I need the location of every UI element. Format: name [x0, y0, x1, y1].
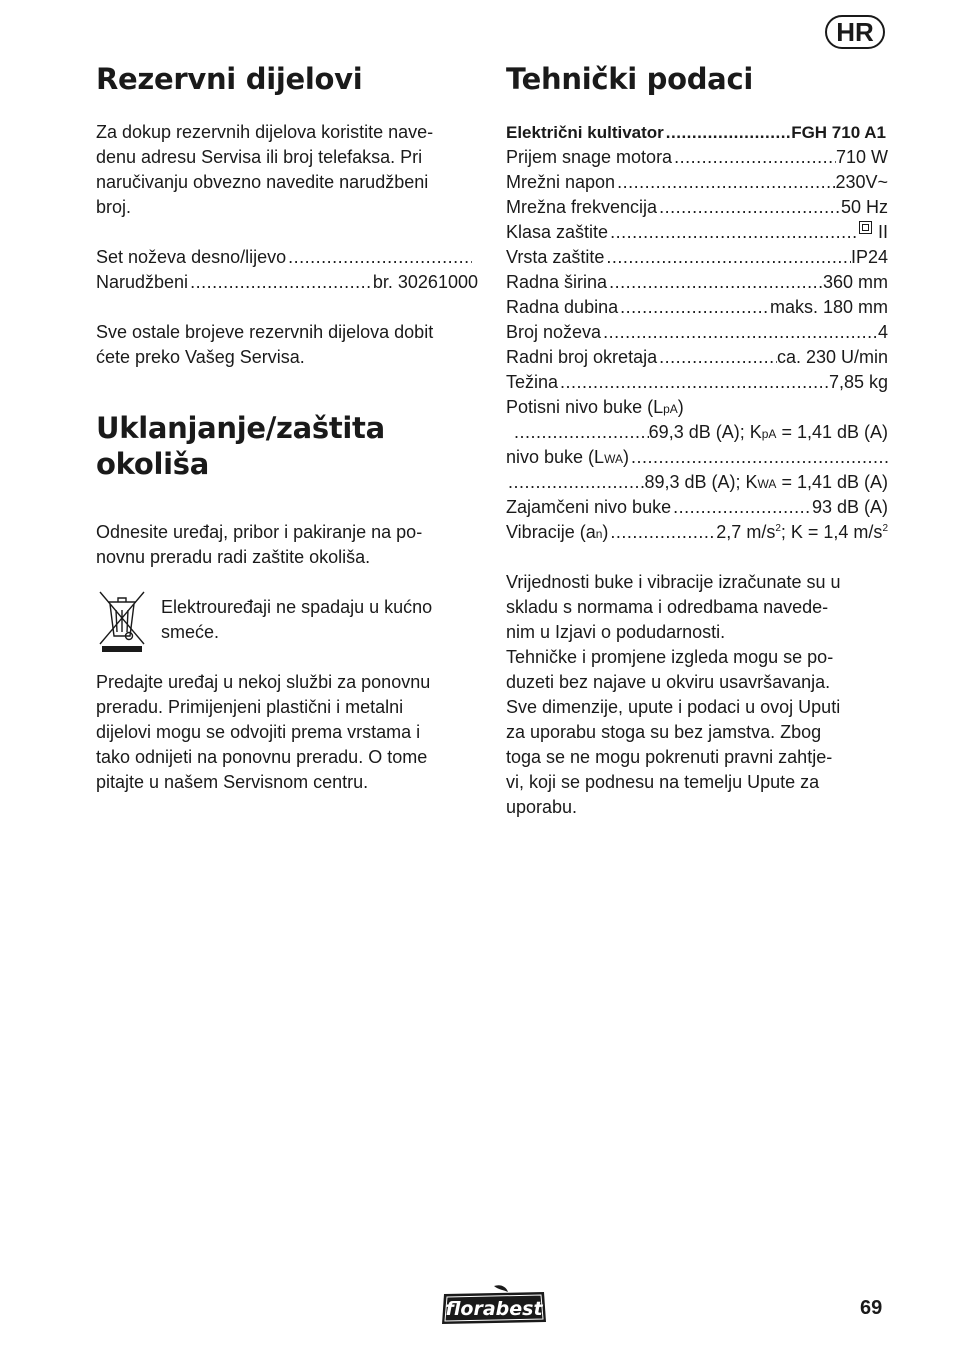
noise-pressure-db: 69,3 dB (A); K: [648, 422, 762, 442]
spec-row-frequency: [506, 195, 888, 220]
leader-dots: [657, 195, 841, 220]
weee-note: Elektrouređaji ne spadaju u kućno smeće.: [161, 597, 433, 642]
guaranteed-noise-label: Zajamčeni nivo buke: [506, 497, 672, 517]
spec-row-voltage: [506, 170, 888, 195]
noise-power-label-text: nivo buke (L: [506, 447, 605, 467]
noise-power-k-value: = 1,41 dB (A): [781, 472, 888, 492]
noise-power-db: 89,3 dB (A); K: [644, 472, 758, 492]
vibration-subscript: n: [595, 527, 603, 541]
spare-parts-intro: Za dokup rezervnih dijelova koristite nave- denu adresu Servisa ili broj telefaksa. Pri naručivanju obvezno navedite narudžbeni broj.: [96, 122, 434, 217]
spec-row-protection-class: [506, 220, 888, 245]
noise-pressure-label: Potisni nivo buke (LpA): [506, 397, 684, 417]
spec-row-power: [506, 145, 888, 170]
product-row: [506, 120, 886, 145]
leader-dots: [608, 520, 716, 545]
spec-value: maks. 180 mm: [769, 297, 888, 317]
vibration-value: [716, 520, 888, 545]
spec-value: ca. 230 U/min: [776, 347, 888, 367]
blade-set-row: [96, 245, 472, 270]
leader-dots: [615, 170, 835, 195]
spare-parts-heading: Rezervni dijelovi: [96, 62, 363, 96]
spec-label: Mrežna frekvencija: [506, 197, 658, 217]
disposal-body: Predajte uređaj u nekoj službi za ponovnu preradu. Primijenjeni plastični i metalni dijelovi mogu se odvojiti prema vrstama i tako odnijeti na ponovnu preradu. O tome pitajte u našem Servisnom centru.: [96, 672, 431, 792]
spec-row-ip-rating: [506, 245, 888, 270]
disposal-heading-line2: okoliša: [96, 447, 209, 481]
leader-dots: [188, 270, 373, 295]
spec-value: 4: [877, 322, 888, 342]
leader-dots: [618, 295, 770, 320]
order-number-label: Narudžbeni: [96, 272, 189, 292]
spec-value: II: [877, 222, 888, 242]
spec-label: Klasa zaštite: [506, 222, 609, 242]
spec-label: Radna širina: [506, 272, 608, 292]
blade-set-label: Set noževa desno/lijevo: [96, 247, 287, 267]
spec-label: Težina: [506, 372, 559, 392]
spec-label: Prijem snage motora: [506, 147, 673, 167]
leader-dots: [604, 245, 851, 270]
noise-power-k-subscript: WA: [757, 477, 777, 491]
spec-row-working-depth: [506, 295, 888, 320]
spec-value: 50 Hz: [840, 197, 888, 217]
spec-label: Radna dubina: [506, 297, 619, 317]
leader-dots: [607, 270, 823, 295]
guaranteed-noise-row: [506, 495, 888, 520]
spec-row-weight: [506, 370, 888, 395]
guaranteed-noise-value: 93 dB (A): [811, 497, 888, 517]
technical-data-heading: Tehnički podaci: [506, 62, 753, 96]
vibration-k-exponent: 2: [882, 523, 888, 534]
order-number-row: [96, 270, 478, 295]
vibration-label: Vibracije (an): [506, 522, 609, 542]
noise-pressure-k-subscript: pA: [761, 427, 777, 441]
noise-power-value: [644, 470, 888, 497]
noise-pressure-subscript: pA: [663, 402, 678, 416]
vibration-row: [506, 520, 888, 545]
spec-value: 230V~: [835, 172, 888, 192]
page-number: 69: [860, 1297, 883, 1319]
leader-dots: [601, 320, 878, 345]
spec-label: Broj noževa: [506, 322, 602, 342]
language-badge: HR: [825, 15, 885, 49]
vibration-k-value: ; K = 1,4 m/s: [780, 522, 883, 542]
vibration-a-value: 2,7 m/s: [716, 522, 776, 542]
leader-dots: [672, 145, 836, 170]
spec-row-blade-count: [506, 320, 888, 345]
product-label: Električni kultivator: [506, 123, 664, 142]
vibration-label-text: Vibracije (a: [506, 522, 596, 542]
spec-label: Radni broj okretaja: [506, 347, 658, 367]
noise-power-label-row: [506, 445, 888, 470]
spec-value: IP24: [850, 247, 888, 267]
spec-row-rpm: [506, 345, 888, 370]
spec-value: 7,85 kg: [828, 372, 888, 392]
logo-text: florabest: [445, 1298, 543, 1320]
leader-dots: [657, 345, 777, 370]
noise-pressure-value: [649, 420, 888, 447]
spec-value: 360 mm: [822, 272, 888, 292]
noise-power-label: nivo buke (LWA): [506, 447, 629, 467]
disposal-heading: [96, 410, 385, 482]
leader-dots: [629, 445, 888, 470]
disposal-intro: Odnesite uređaj, pribor i pakiranje na po- novnu preradu radi zaštite okoliša.: [96, 522, 423, 567]
leader-dots: [671, 495, 812, 520]
noise-power-subscript: WA: [604, 452, 623, 466]
noise-pressure-label-text: Potisni nivo buke (L: [506, 397, 664, 417]
leader-dots: [664, 120, 791, 145]
disposal-heading-line1: Uklanjanje/zaštita: [96, 411, 385, 445]
noise-power-value-row: [506, 470, 888, 495]
noise-pressure-value-row: [512, 420, 888, 445]
leader-dots: [512, 420, 649, 445]
florabest-logo: [438, 1284, 550, 1326]
spec-value-protection-class: [859, 220, 888, 245]
double-insulation-icon: [859, 221, 872, 234]
leader-dots: [558, 370, 829, 395]
spec-label: Vrsta zaštite: [506, 247, 605, 267]
crossed-out-wheelie-bin-icon: [96, 588, 148, 654]
spec-label: Mrežni napon: [506, 172, 616, 192]
leader-dots: [286, 245, 472, 270]
leader-dots: [608, 220, 859, 245]
spare-parts-outro: Sve ostale brojeve rezervnih dijelova dobit ćete preko Vašeg Servisa.: [96, 322, 434, 367]
technical-notes: Vrijednosti buke i vibracije izračunate su u skladu s normama i odredbama navede- nim u Izjavi o podudarnosti. Tehničke i promjene izgleda mogu se po- duzeti bez najave u okviru usavršavanja. Sve dimenzije, upute i podaci u ovoj Uputi za uporabu stoga su bez jamstva. Zbog toga se ne mogu pokrenuti pravni zahtje- vi, koji se podnesu na temelju Upute za uporabu.: [506, 572, 841, 817]
leader-dots: [506, 470, 644, 495]
noise-pressure-label-row: [506, 395, 888, 420]
product-model: FGH 710 A1: [791, 123, 886, 142]
spec-row-working-width: [506, 270, 888, 295]
spec-value: 710 W: [835, 147, 888, 167]
vibration-exponent: 2: [775, 523, 781, 534]
order-number-value: br. 30261000: [372, 272, 478, 292]
noise-pressure-k-value: = 1,41 dB (A): [781, 422, 888, 442]
